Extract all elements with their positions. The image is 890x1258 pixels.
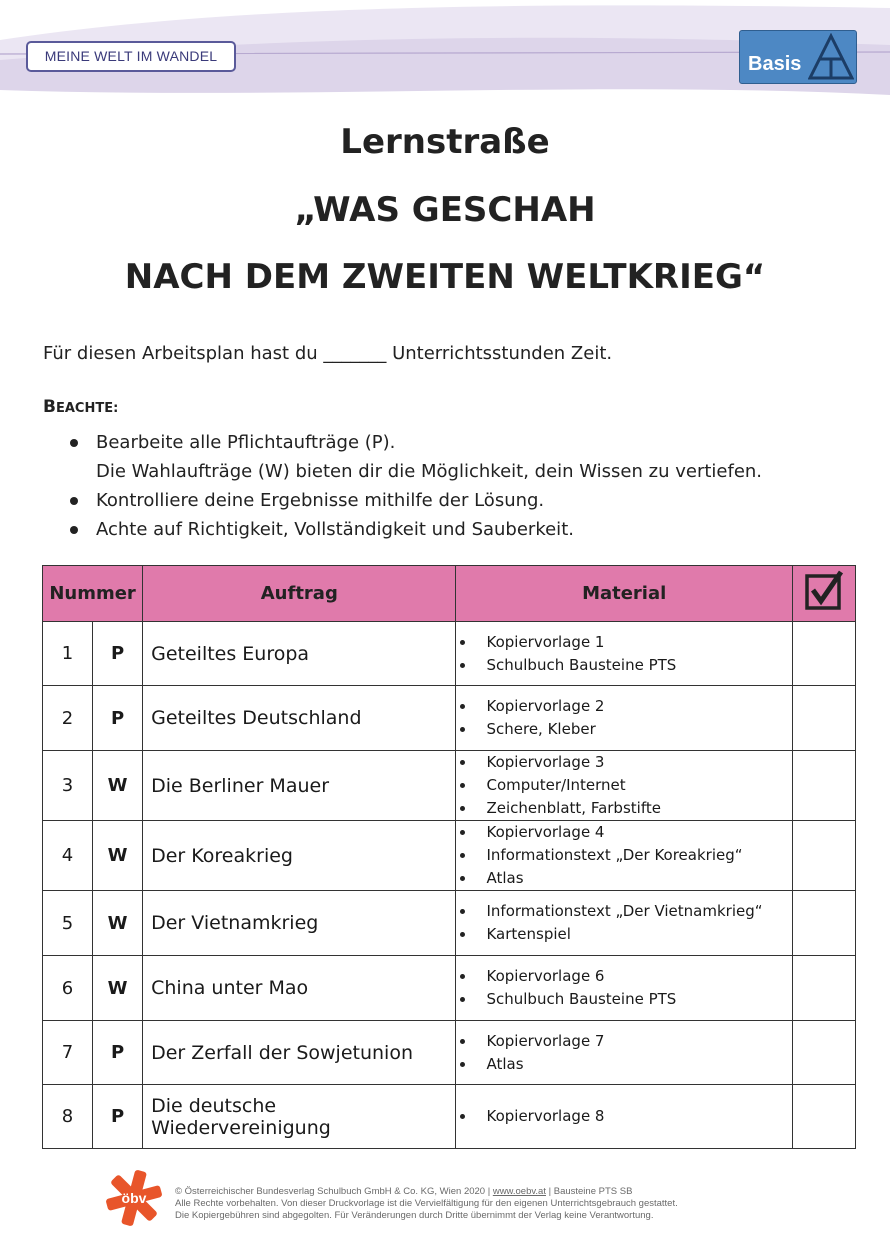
material-list (456, 695, 791, 741)
material-text: Kartenspiel (486, 925, 571, 943)
material-item (456, 988, 791, 1011)
work-plan-table (42, 565, 856, 1149)
bullet-icon (460, 806, 465, 811)
row-task-type: W (93, 956, 143, 1021)
row-number: 4 (43, 821, 93, 891)
row-task: Der Zerfall der Sowjetunion (143, 1021, 456, 1085)
title-line-3: NACH DEM ZWEITEN WELTKRIEG“ (124, 257, 766, 297)
row-materials (456, 622, 792, 686)
publisher-link[interactable]: www.oebv.at (492, 1186, 546, 1197)
row-check-cell[interactable] (792, 821, 855, 891)
material-text: Kopiervorlage 7 (486, 1031, 605, 1050)
row-task-type: P (93, 622, 143, 686)
material-text: Computer/Internet (486, 776, 626, 794)
material-item (456, 1053, 791, 1076)
material-text: Atlas (486, 1054, 524, 1073)
note-bullet (66, 515, 846, 544)
row-check-cell[interactable] (792, 622, 855, 686)
row-check-cell[interactable] (792, 891, 855, 956)
table-row (43, 821, 856, 891)
bullet-icon (460, 1114, 465, 1119)
material-text: Kopiervorlage 4 (486, 823, 605, 841)
bullet-icon (460, 640, 465, 645)
footer-line2: Alle Rechte vorbehalten. Von dieser Druckvorlage ist die Vervielfältigung für den eigenen Unterrichtsgebrauch gestattet. (175, 1198, 678, 1209)
material-item (456, 867, 791, 890)
bullet-icon (70, 497, 78, 505)
bullet-icon (70, 526, 78, 534)
row-task: Der Vietnamkrieg (143, 891, 456, 956)
bullet-icon (460, 760, 465, 765)
title-line-1: Lernstraße (340, 122, 550, 162)
row-materials (456, 686, 792, 751)
basis-logo (739, 30, 857, 84)
note-bullet (66, 428, 846, 486)
footer-line1-pre: © Österreichischer Bundesverlag Schulbuch GmbH & Co. KG, Wien 2020 | (175, 1186, 493, 1197)
bullet-icon (460, 1039, 465, 1044)
row-task-type: W (93, 751, 143, 821)
material-item (456, 797, 791, 820)
material-text: Schulbuch Bausteine PTS (486, 655, 677, 674)
row-number: 3 (43, 751, 93, 821)
bullet-icon (70, 439, 78, 447)
material-item (456, 774, 791, 797)
note-bullet-text: Bearbeite alle Pflichtaufträge (P). (96, 432, 396, 453)
checkbox-checked-icon (804, 570, 844, 612)
table-row (43, 751, 856, 821)
bullet-icon (460, 909, 465, 914)
row-task-type: P (93, 1085, 143, 1149)
material-text: Kopiervorlage 6 (486, 967, 605, 985)
bullet-icon (460, 663, 465, 668)
material-item (456, 1030, 791, 1053)
series-label: MEINE WELT IM WANDEL (26, 41, 236, 72)
triangle-logo-icon (808, 33, 854, 81)
table-header-row (43, 566, 856, 622)
bullet-icon (460, 783, 465, 788)
row-materials (456, 751, 792, 821)
intro-text: Für diesen Arbeitsplan hast du _______ Unterrichtsstunden Zeit. (43, 343, 613, 364)
row-number: 8 (43, 1085, 93, 1149)
row-task-type: W (93, 821, 143, 891)
note-bullet-list (66, 428, 846, 544)
bullet-icon (460, 727, 465, 732)
bullet-icon (460, 1062, 465, 1067)
material-list (456, 751, 791, 820)
row-number: 5 (43, 891, 93, 956)
bullet-icon (460, 853, 465, 858)
row-materials (456, 956, 792, 1021)
note-heading (43, 397, 118, 417)
material-text: Schere, Kleber (486, 720, 596, 738)
material-item (456, 821, 791, 844)
material-text: Informationstext „Der Vietnamkrieg“ (486, 902, 763, 920)
row-number: 6 (43, 956, 93, 1021)
material-text: Informationstext „Der Koreakrieg“ (486, 846, 743, 864)
note-bullet-text: Kontrolliere deine Ergebnisse mithilfe der Lösung. (96, 490, 545, 511)
material-item (456, 718, 791, 741)
row-materials (456, 1085, 792, 1149)
header-check (792, 566, 855, 622)
table-row (43, 891, 856, 956)
note-heading-rest: EACHTE: (55, 401, 119, 416)
table-row (43, 622, 856, 686)
material-list (456, 900, 791, 946)
header-number: Nummer (43, 566, 143, 622)
material-list (456, 1105, 791, 1128)
row-task: Geteiltes Europa (143, 622, 456, 686)
oebv-logo-icon (104, 1168, 164, 1228)
row-task-type: P (93, 1021, 143, 1085)
row-check-cell[interactable] (792, 956, 855, 1021)
row-task: Die Berliner Mauer (143, 751, 456, 821)
note-bullet-text: Die Wahlaufträge (W) bieten dir die Möglichkeit, dein Wissen zu vertiefen. (96, 461, 763, 482)
material-text: Kopiervorlage 3 (486, 753, 605, 771)
row-task-type: P (93, 686, 143, 751)
row-number: 7 (43, 1021, 93, 1085)
oebv-logo-text: öbv (121, 1190, 147, 1206)
row-task: Der Koreakrieg (143, 821, 456, 891)
row-check-cell[interactable] (792, 1021, 855, 1085)
note-heading-initial: B (43, 397, 56, 417)
row-task-type: W (93, 891, 143, 956)
row-check-cell[interactable] (792, 686, 855, 751)
row-task: China unter Mao (143, 956, 456, 1021)
material-list (456, 631, 791, 677)
material-item (456, 631, 791, 654)
table-row (43, 1085, 856, 1149)
material-text: Schulbuch Bausteine PTS (486, 990, 677, 1008)
material-text: Zeichenblatt, Farbstifte (486, 799, 661, 817)
material-list (456, 1030, 791, 1076)
bullet-icon (460, 932, 465, 937)
material-text: Kopiervorlage 2 (486, 697, 605, 715)
bullet-icon (460, 974, 465, 979)
bullet-icon (460, 704, 465, 709)
row-check-cell[interactable] (792, 751, 855, 821)
table-row (43, 1021, 856, 1085)
material-item (456, 965, 791, 988)
material-item (456, 654, 791, 677)
material-item (456, 751, 791, 774)
row-materials (456, 821, 792, 891)
material-item (456, 695, 791, 718)
footer-copyright (175, 1186, 678, 1222)
material-text: Kopiervorlage 1 (486, 632, 605, 651)
material-item (456, 923, 791, 946)
title-line-2: „WAS GESCHAH (294, 190, 596, 230)
note-bullet (66, 486, 846, 515)
row-number: 2 (43, 686, 93, 751)
note-bullet-text: Achte auf Richtigkeit, Vollständigkeit und Sauberkeit. (96, 519, 574, 540)
basis-logo-text: Basis (748, 53, 802, 75)
material-text: Kopiervorlage 8 (486, 1107, 605, 1125)
footer-line1-post: | Bausteine PTS SB (545, 1186, 633, 1197)
header-material: Material (456, 566, 792, 622)
row-number: 1 (43, 622, 93, 686)
row-check-cell[interactable] (792, 1085, 855, 1149)
bullet-icon (460, 876, 465, 881)
bullet-icon (460, 997, 465, 1002)
material-list (456, 821, 791, 890)
row-task: Geteiltes Deutschland (143, 686, 456, 751)
header-task: Auftrag (143, 566, 456, 622)
row-materials (456, 891, 792, 956)
row-task: Die deutsche Wiedervereinigung (143, 1085, 456, 1149)
material-text: Atlas (486, 869, 524, 887)
material-item (456, 1105, 791, 1128)
table-row (43, 956, 856, 1021)
material-list (456, 965, 791, 1011)
footer-line3: Die Kopiergebühren sind abgegolten. Für Veränderungen durch Dritte übernimmt der Verlag keine Verantwortung. (175, 1210, 654, 1221)
bullet-icon (460, 830, 465, 835)
material-item (456, 900, 791, 923)
material-item (456, 844, 791, 867)
row-materials (456, 1021, 792, 1085)
table-row (43, 686, 856, 751)
